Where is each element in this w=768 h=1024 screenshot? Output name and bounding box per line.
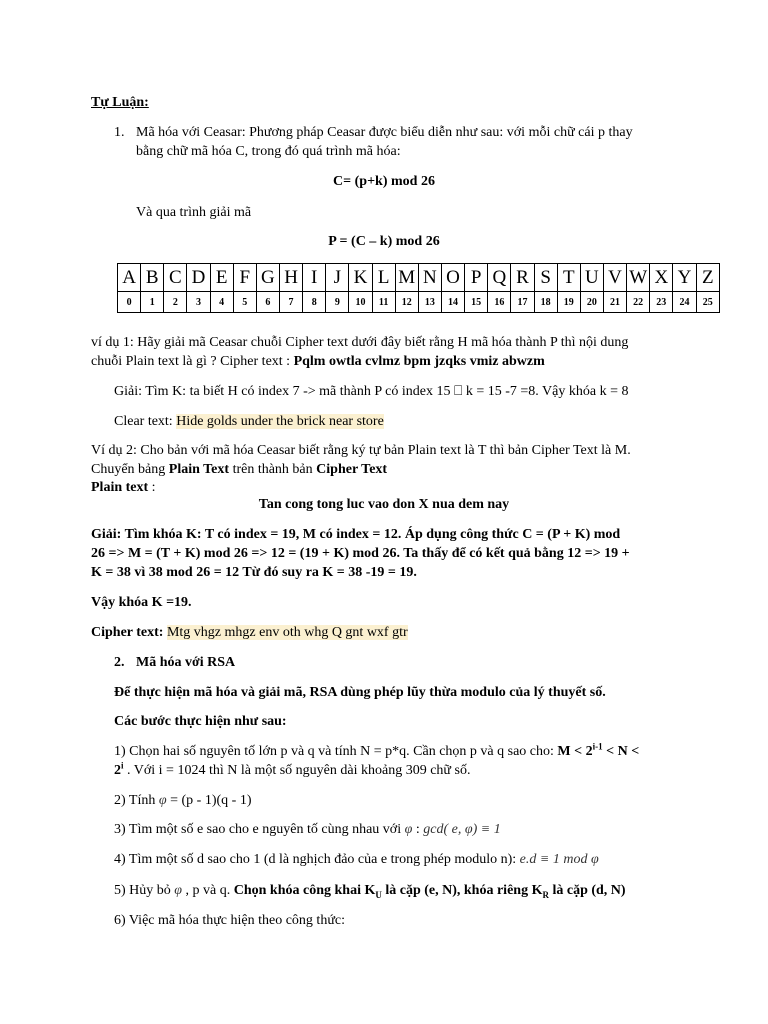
alphabet-letter-cell: Y: [673, 264, 696, 292]
rsa-step-2-text: 2) Tính: [114, 793, 159, 808]
rsa-intro: Để thực hiện mã hóa và giải mã, RSA dùng phép lũy thừa modulo của lý thuyết số.: [114, 685, 606, 700]
alphabet-index-cell: 18: [534, 292, 557, 313]
rsa-step-3-colon: :: [412, 822, 424, 837]
alphabet-letter-cell: B: [141, 264, 164, 292]
private-key-subscript: R: [542, 889, 549, 900]
example-1-question: chuỗi Plain text là gì ? Cipher text :: [91, 354, 294, 369]
phi-symbol: φ: [158, 793, 167, 808]
rsa-step-3: [114, 821, 501, 839]
alphabet-letter-cell: E: [210, 264, 233, 292]
caesar-intro-line-2: bằng chữ mã hóa C, trong đó quá trình mã hóa:: [136, 144, 401, 159]
gcd-formula: gcd( e, φ) ≡ 1: [423, 822, 501, 837]
example-2-cipher-text: [91, 624, 408, 642]
rsa-step-3-text: 3) Tìm một số e sao cho e nguyên tố cùng nhau với: [114, 822, 405, 837]
item-number-1: 1.: [114, 125, 125, 140]
rsa-step-5-text-b: , p và q.: [182, 883, 234, 898]
alphabet-index-cell: 7: [279, 292, 302, 313]
plain-text-colon: :: [148, 480, 156, 495]
example-2-solution-line-1: Giải: Tìm khóa K: T có index = 19, M có index = 12. Áp dụng công thức C = (P + K) mod: [91, 527, 621, 542]
rsa-step-5: [114, 882, 626, 900]
alphabet-letter-cell: F: [233, 264, 256, 292]
alphabet-index-cell: 12: [395, 292, 418, 313]
alphabet-letter-cell: V: [603, 264, 626, 292]
alphabet-index-cell: 9: [326, 292, 349, 313]
alphabet-letter-cell: O: [441, 264, 464, 292]
alphabet-index-cell: 11: [372, 292, 395, 313]
example-2-cipher-text-term: Cipher Text: [316, 462, 388, 477]
alphabet-table: [117, 263, 720, 313]
plain-text-label: [91, 479, 156, 497]
rsa-title: Mã hóa với RSA: [136, 655, 236, 670]
rsa-step-1-text: 1) Chọn hai số nguyên tố lớn p và q và tính N = p*q. Cần chọn p và q sao cho:: [114, 744, 558, 759]
alphabet-index-cell: 25: [696, 292, 719, 313]
alphabet-index-cell: 15: [465, 292, 488, 313]
rsa-step-1-note: . Với i = 1024 thì N là một số nguyên dài khoảng 309 chữ số.: [123, 763, 471, 778]
rsa-step-1-exp-a: i-1: [592, 741, 603, 752]
cipher-text-value: Mtg vhgz mhgz env oth whg Q gnt wxf gtr: [166, 625, 408, 640]
alphabet-letter-cell: A: [118, 264, 141, 292]
example-2-line-1: Ví dụ 2: Cho bản với mã hóa Ceasar biết rằng ký tự bản Plain text là T thì bản Cipher Text là M.: [91, 443, 631, 458]
alphabet-letter-cell: C: [164, 264, 187, 292]
alphabet-index-cell: 16: [488, 292, 511, 313]
alphabet-index-cell: 4: [210, 292, 233, 313]
alphabet-letter-cell: R: [511, 264, 534, 292]
rsa-steps-title: Các bước thực hiện như sau:: [114, 714, 287, 729]
alphabet-index-cell: 2: [164, 292, 187, 313]
rsa-step-5-text-a: 5) Hủy bỏ: [114, 883, 175, 898]
alphabet-index-cell: 14: [441, 292, 464, 313]
alphabet-letter-cell: G: [256, 264, 279, 292]
decrypt-label: Và qua trình giải mã: [136, 205, 252, 220]
example-2-text-a: Chuyển bảng: [91, 462, 169, 477]
caesar-intro-line-1: Mã hóa với Ceasar: Phương pháp Ceasar được biểu diễn như sau: với mỗi chữ cái p thay: [136, 125, 633, 140]
plain-text-label-bold: Plain text: [91, 480, 149, 495]
rsa-step-2: [114, 792, 251, 810]
alphabet-index-cell: 19: [557, 292, 580, 313]
alphabet-index-cell: 21: [603, 292, 626, 313]
alphabet-index-cell: 0: [118, 292, 141, 313]
rsa-step-1-bound-a: M < 2: [557, 744, 593, 759]
encrypt-formula: C= (p+k) mod 26: [333, 174, 435, 189]
alphabet-letter-cell: K: [349, 264, 372, 292]
rsa-step-1-line-2: [114, 762, 470, 780]
rsa-step-1-base: 2: [114, 763, 121, 778]
rsa-step-4: [114, 851, 599, 869]
example-1-line-1: ví dụ 1: Hãy giải mã Ceasar chuỗi Cipher text dưới đây biết rằng H mã hóa thành P thì nội dung: [91, 335, 629, 350]
clear-text-label: Clear text:: [114, 414, 177, 429]
plain-text-value: Tan cong tong luc vao don X nua dem nay: [258, 497, 510, 512]
public-key-subscript: U: [375, 889, 382, 900]
alphabet-index-cell: 3: [187, 292, 210, 313]
example-1-line-2: [91, 353, 545, 371]
example-1-ciphertext: Pqlm owtla cvlmz bpm jzqks vmiz abwzm: [293, 354, 545, 369]
rsa-step-1-exp-b: i: [121, 760, 124, 771]
alphabet-letter-cell: W: [627, 264, 650, 292]
alphabet-index-cell: 6: [256, 292, 279, 313]
example-2-line-2: [91, 461, 387, 479]
example-2-solution-line-2: 26 => M = (T + K) mod 26 => 12 = (19 + K) mod 26. Ta thấy để có kết quả bằng 12 => 19 +: [91, 546, 630, 561]
alphabet-index-cell: 13: [418, 292, 441, 313]
cipher-text-label: Cipher text:: [91, 625, 167, 640]
rsa-step-1-line-1: [114, 743, 639, 761]
phi-symbol: φ: [404, 822, 413, 837]
clear-text-value: Hide golds under the brick near store: [176, 414, 384, 429]
alphabet-index-cell: 10: [349, 292, 372, 313]
alphabet-letter-cell: P: [465, 264, 488, 292]
private-key-pair: là cặp (d, N): [548, 883, 626, 898]
inverse-formula: e.d ≡ 1 mod φ: [519, 852, 599, 867]
alphabet-letter-cell: Z: [696, 264, 719, 292]
item-number-2: 2.: [114, 655, 125, 670]
alphabet-index-cell: 20: [580, 292, 603, 313]
example-2-text-c: trên thành bản: [229, 462, 317, 477]
alphabet-letter-cell: M: [395, 264, 418, 292]
alphabet-index-cell: 5: [233, 292, 256, 313]
alphabet-index-cell: 1: [141, 292, 164, 313]
decrypt-formula: P = (C – k) mod 26: [328, 234, 440, 249]
alphabet-letter-cell: H: [279, 264, 302, 292]
phi-symbol: φ: [174, 883, 183, 898]
section-heading: Tự Luận:: [91, 95, 149, 110]
alphabet-letter-cell: L: [372, 264, 395, 292]
alphabet-letter-cell: X: [650, 264, 673, 292]
example-2-plain-text-term: Plain Text: [168, 462, 230, 477]
example-2-solution-line-3: K = 38 vì 38 mod 26 = 12 Từ đó suy ra K = 38 -19 = 19.: [91, 565, 417, 580]
private-key-label: là cặp (e, N), khóa riêng K: [381, 883, 543, 898]
alphabet-index-cell: 23: [650, 292, 673, 313]
public-key-label: Chọn khóa công khai K: [233, 883, 376, 898]
rsa-step-1-bound-b: < N <: [602, 744, 640, 759]
alphabet-letter-cell: J: [326, 264, 349, 292]
alphabet-letter-cell: S: [534, 264, 557, 292]
rsa-step-6: 6) Việc mã hóa thực hiện theo công thức:: [114, 913, 346, 928]
alphabet-index-row: [118, 292, 720, 313]
rsa-step-4-text: 4) Tìm một số d sao cho 1 (d là nghịch đảo của e trong phép modulo n):: [114, 852, 520, 867]
alphabet-letters-row: [118, 264, 720, 292]
rsa-step-2-formula: = (p - 1)(q - 1): [166, 793, 252, 808]
alphabet-letter-cell: T: [557, 264, 580, 292]
example-2-key: Vậy khóa K =19.: [91, 595, 192, 610]
alphabet-index-cell: 17: [511, 292, 534, 313]
example-1-solution: Giải: Tìm K: ta biết H có index 7 -> mã thành P có index 15 ⎕ k = 15 -7 =8. Vậy khóa k = 8: [114, 384, 629, 399]
alphabet-letter-cell: D: [187, 264, 210, 292]
alphabet-index-cell: 24: [673, 292, 696, 313]
alphabet-index-cell: 8: [303, 292, 326, 313]
alphabet-letter-cell: N: [418, 264, 441, 292]
example-1-clear-text: [114, 413, 384, 431]
alphabet-letter-cell: Q: [488, 264, 511, 292]
alphabet-index-cell: 22: [627, 292, 650, 313]
alphabet-letter-cell: U: [580, 264, 603, 292]
alphabet-letter-cell: I: [303, 264, 326, 292]
